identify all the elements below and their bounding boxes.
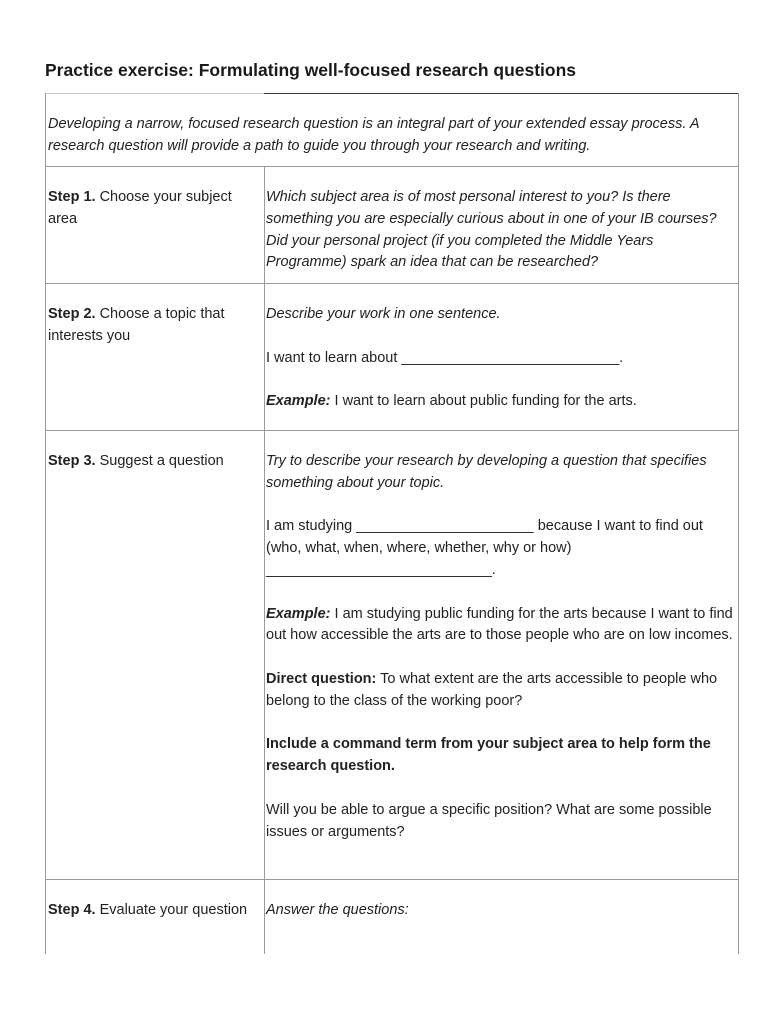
- intro-text: Developing a narrow, focused research question is an integral part of your extended essay process. A research question will provide a path to guide you through your research and writing.: [48, 116, 699, 154]
- table-border-top-right: [264, 93, 739, 94]
- row-divider-step1: [45, 283, 739, 284]
- step-3-heading: [48, 451, 260, 473]
- table-border-left: [45, 93, 46, 954]
- step-4-number: Step 4.: [48, 902, 96, 918]
- step-2-example: [266, 391, 734, 413]
- row-divider-step3: [45, 879, 739, 880]
- step-2-example-label: Example:: [266, 393, 331, 410]
- page-title: Practice exercise: Formulating well-focused research questions: [45, 60, 577, 80]
- step-3-direct-text: To what extent are the arts accessible to people who belong to the class of the working poor?: [266, 670, 718, 709]
- step-4-prompt: Answer the questions:: [266, 902, 409, 918]
- step-2-template: I want to learn about ___________________________.: [266, 349, 624, 366]
- row-divider-intro: [45, 166, 739, 167]
- step-2-label-cell: [48, 304, 260, 348]
- step-2-content-cell: [266, 304, 734, 413]
- step-4-name: Evaluate your question: [99, 902, 248, 918]
- intro-cell: [48, 114, 734, 158]
- row-divider-step2: [45, 430, 739, 431]
- table-border-right: [738, 93, 739, 954]
- step-2-prompt: Describe your work in one sentence.: [266, 306, 501, 322]
- step-3-label-cell: [48, 451, 260, 473]
- step-1-number: Step 1.: [48, 189, 96, 205]
- step-3-prompt: Try to describe your research by developing a question that specifies something about your topic.: [266, 453, 707, 491]
- step-2-example-text: I want to learn about public funding for the arts.: [334, 393, 637, 410]
- step-3-argue-prompt: Will you be able to argue a specific position? What are some possible issues or arguments?: [266, 801, 712, 840]
- step-1-content-cell: [266, 187, 734, 274]
- table-border-top-left: [45, 93, 264, 94]
- step-3-example: [266, 604, 734, 648]
- step-2-name: Choose a topic that interests you: [48, 306, 225, 344]
- step-3-number: Step 3.: [48, 453, 96, 469]
- step-3-direct-question: [266, 669, 734, 713]
- step-1-prompt: Which subject area is of most personal interest to you? Is there something you are especially curious about in one of your IB courses? Did your personal project (if you completed the Middle Years Programme) spark an idea that can be researched?: [266, 189, 717, 271]
- step-4-content-cell: [266, 900, 734, 922]
- step-4-heading: [48, 900, 260, 922]
- step-1-name: Choose your subject area: [48, 189, 232, 227]
- step-3-direct-label: Direct question:: [266, 670, 377, 687]
- step-3-content-cell: [266, 451, 734, 843]
- step-3-template: I am studying ______________________ because I want to find out (who, what, when, where, whether, why or how) ____________________________.: [266, 518, 703, 578]
- step-1-heading: [48, 187, 260, 231]
- step-3-command-term: Include a command term from your subject area to help form the research question.: [266, 736, 711, 775]
- step-2-heading: [48, 304, 260, 348]
- steps-table: [45, 93, 739, 954]
- column-divider: [264, 166, 265, 954]
- step-4-label-cell: [48, 900, 260, 922]
- step-3-name: Suggest a question: [99, 453, 224, 469]
- step-3-example-text: I am studying public funding for the arts because I want to find out how accessible the arts are to those people who are on low incomes.: [266, 605, 733, 644]
- step-1-label-cell: [48, 187, 260, 231]
- step-2-number: Step 2.: [48, 306, 96, 322]
- step-3-example-label: Example:: [266, 605, 331, 622]
